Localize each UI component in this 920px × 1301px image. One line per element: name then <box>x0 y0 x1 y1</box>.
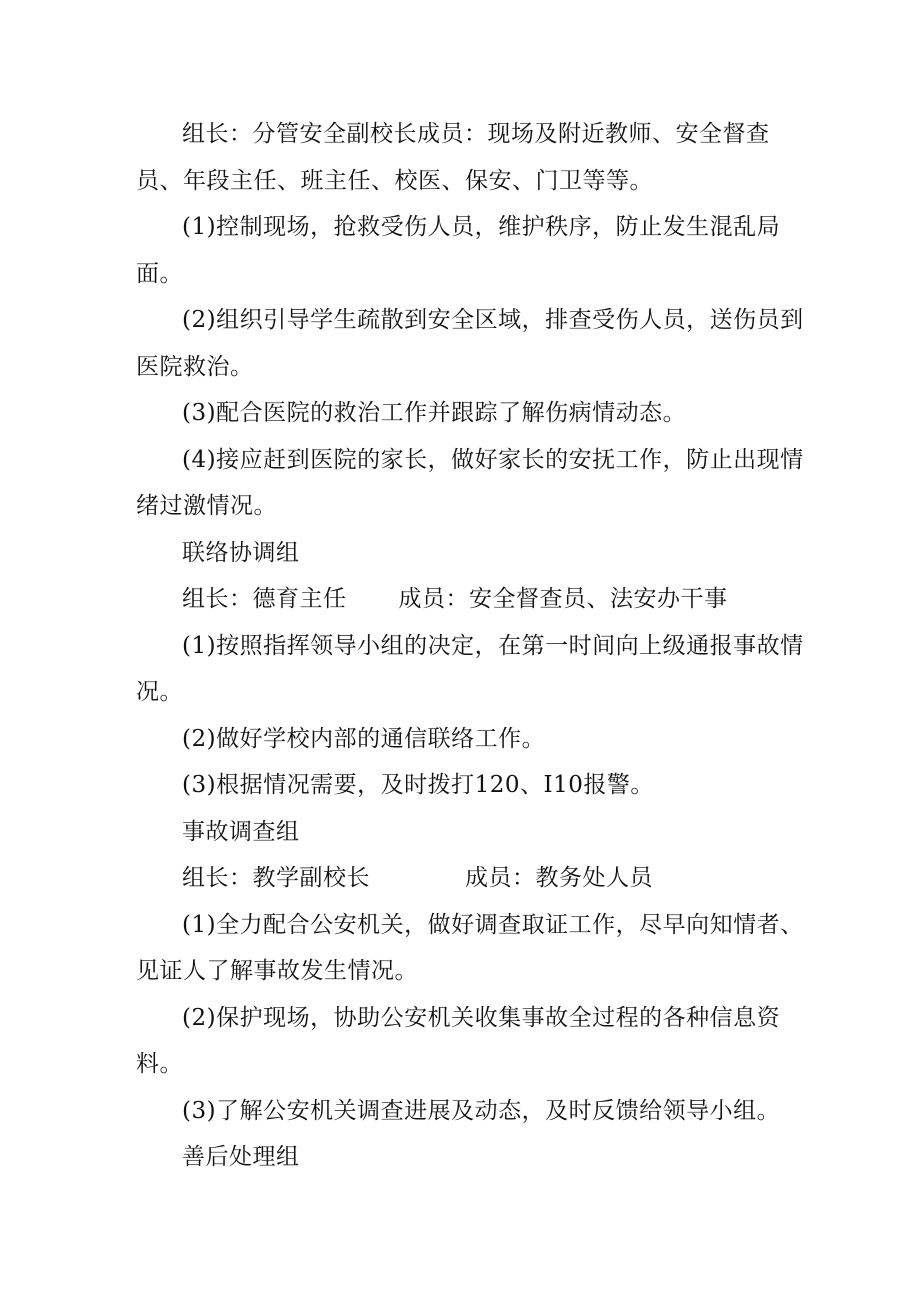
paragraph-rescue-item-1: (1)控制现场，抢救受伤人员，维护秩序，防止发生混乱局面。 <box>136 214 781 287</box>
paragraph-rescue-item-3: (3)配合医院的救治工作并跟踪了解伤病情动态。 <box>182 400 687 426</box>
paragraph-rescue-team-members: 组长：分管安全副校长成员：现场及附近教师、安全督查员、年段主任、班主任、校医、保安、门卫等等。 <box>136 121 770 194</box>
liaison-members: 成员：安全督查员、法安办干事 <box>398 586 728 612</box>
paragraph-liaison-members <box>136 576 808 623</box>
paragraph-rescue-item-4: (4)接应赶到医院的家长，做好家长的安抚工作，防止出现情绪过激情况。 <box>136 446 804 519</box>
investigation-leader: 组长：教学副校长 <box>182 865 370 891</box>
heading-liaison-team: 联络协调组 <box>182 539 300 566</box>
investigation-members: 成员：教务处人员 <box>465 865 653 891</box>
paragraph-investigation-item-3: (3)了解公安机关调查进展及动态，及时反馈给领导小组。 <box>182 1097 781 1124</box>
heading-aftermath-team: 善后处理组 <box>182 1144 300 1170</box>
document-body <box>136 111 808 1181</box>
paragraph-liaison-item-3: (3)根据情况需要，及时拨打120、I10报警。 <box>182 772 654 798</box>
paragraph-investigation-item-2: (2)保护现场，协助公安机关收集事故全过程的各种信息资料。 <box>136 1004 781 1077</box>
heading-investigation-team: 事故调查组 <box>182 818 300 845</box>
paragraph-investigation-item-1: (1)全力配合公安机关，做好调查取证工作，尽早向知情者、见证人了解事故发生情况。 <box>136 911 804 984</box>
paragraph-investigation-members <box>136 855 808 902</box>
paragraph-rescue-item-2: (2)组织引导学生疏散到安全区域，排查受伤人员，送伤员到医院救治。 <box>136 307 804 380</box>
liaison-leader: 组长：德育主任 <box>182 586 347 612</box>
paragraph-liaison-item-2: (2)做好学校内部的通信联络工作。 <box>182 725 546 752</box>
paragraph-liaison-item-1: (1)按照指挥领导小组的决定，在第一时间向上级通报事故情况。 <box>136 632 804 705</box>
